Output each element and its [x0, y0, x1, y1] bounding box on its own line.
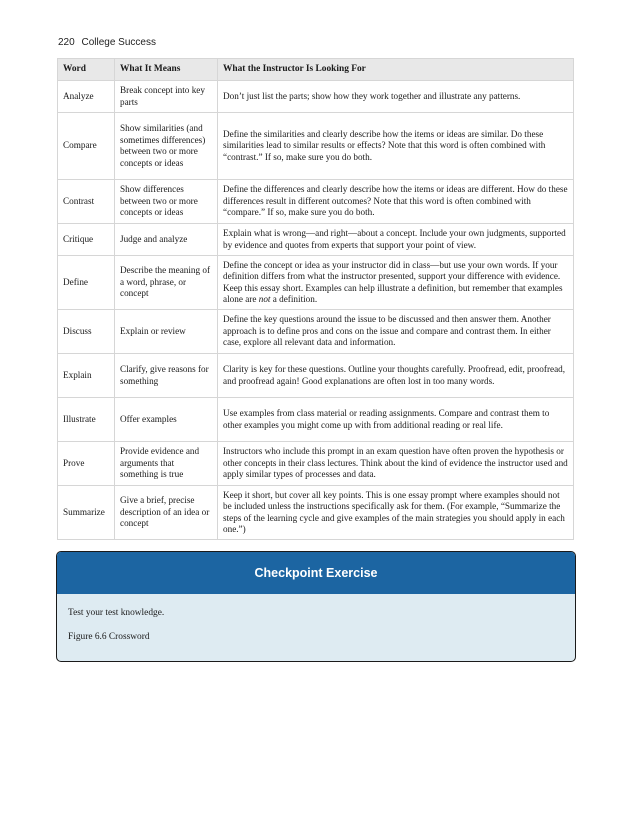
figure-caption: Figure 6.6 Crossword [68, 632, 150, 642]
table-row [58, 81, 574, 113]
term-word: Illustrate [58, 398, 115, 442]
essay-prompt-terms-table [57, 58, 574, 540]
term-word: Compare [58, 113, 115, 180]
term-looking-for: Explain what is wrong—and right—about a concept. Include your own judgments, supported by evidence and quotes from experts that support your point of view. [218, 224, 574, 256]
table-row [58, 310, 574, 354]
column-header-looking-for: What the Instructor Is Looking For [218, 59, 574, 81]
term-looking-for-text-end: a definition. [270, 294, 318, 304]
term-looking-for: Define the key questions around the issue to be discussed and then answer them. Another approach is to define pros and cons on the issue and compare and contrast them. In either case, explore all relevant data and information. [218, 310, 574, 354]
table-row [58, 256, 574, 310]
exercise-title: Checkpoint Exercise [57, 552, 575, 594]
column-header-meaning: What It Means [115, 59, 218, 81]
term-meaning: Give a brief, precise description of an idea or concept [115, 486, 218, 540]
term-meaning: Explain or review [115, 310, 218, 354]
term-word: Explain [58, 354, 115, 398]
term-meaning: Break concept into key parts [115, 81, 218, 113]
term-word: Critique [58, 224, 115, 256]
term-word: Analyze [58, 81, 115, 113]
exercise-body [57, 594, 575, 642]
term-word: Define [58, 256, 115, 310]
running-head [58, 37, 156, 48]
table-row [58, 398, 574, 442]
term-meaning: Clarify, give reasons for something [115, 354, 218, 398]
table-row [58, 486, 574, 540]
term-looking-for: Instructors who include this prompt in an exam question have often proven the hypothesis or other concepts in their class lectures. Think about the kind of evidence the instructor used and apply similar types of processes and data. [218, 442, 574, 486]
table-row [58, 180, 574, 224]
term-meaning: Show similarities (and sometimes differences) between two or more concepts or ideas [115, 113, 218, 180]
exercise-text: Test your test knowledge. [68, 608, 165, 618]
table-header-row [58, 59, 574, 81]
term-looking-for [218, 256, 574, 310]
book-title: College Success [81, 37, 156, 48]
term-looking-for: Don’t just list the parts; show how they work together and illustrate any patterns. [218, 81, 574, 113]
term-meaning: Provide evidence and arguments that something is true [115, 442, 218, 486]
term-looking-for: Clarity is key for these questions. Outline your thoughts carefully. Proofread, edit, proofread, and proofread again! Good explanations are often lost in too many words. [218, 354, 574, 398]
term-word: Summarize [58, 486, 115, 540]
page-number: 220 [58, 37, 75, 48]
term-looking-for: Define the similarities and clearly describe how the items or ideas are similar. Do these similarities lead to similar results or effects? Note that this word is often combined with “contrast.” If so, make sure you do both. [218, 113, 574, 180]
term-word: Contrast [58, 180, 115, 224]
emphasis-text: not [258, 294, 271, 304]
term-looking-for: Keep it short, but cover all key points. This is one essay prompt where examples should not be included unless the instructions specifically ask for them. (For example, “Summarize the steps of the learning cycle and give examples of the main strategies you should apply in each one.”) [218, 486, 574, 540]
term-meaning: Describe the meaning of a word, phrase, or concept [115, 256, 218, 310]
table-row [58, 113, 574, 180]
term-word: Discuss [58, 310, 115, 354]
term-meaning: Judge and analyze [115, 224, 218, 256]
term-meaning: Show differences between two or more concepts or ideas [115, 180, 218, 224]
table-row [58, 224, 574, 256]
table-row [58, 354, 574, 398]
term-looking-for: Use examples from class material or reading assignments. Compare and contrast them to other examples you might come up with from additional reading or real life. [218, 398, 574, 442]
table-row [58, 442, 574, 486]
term-looking-for-text: Define the concept or idea as your instructor did in class—but use your own words. If your definition differs from what the instructor presented, support your difference with evidence. Keep this essay short. Examples can help illustrate a definition, but remember that examples alone are [223, 259, 563, 304]
term-word: Prove [58, 442, 115, 486]
term-looking-for: Define the differences and clearly describe how the items or ideas are different. How do these differences result in different outcomes? Note that this word is often combined with “compare.” If so, make sure you do both. [218, 180, 574, 224]
checkpoint-exercise-box [56, 551, 576, 662]
column-header-word: Word [58, 59, 115, 81]
term-meaning: Offer examples [115, 398, 218, 442]
